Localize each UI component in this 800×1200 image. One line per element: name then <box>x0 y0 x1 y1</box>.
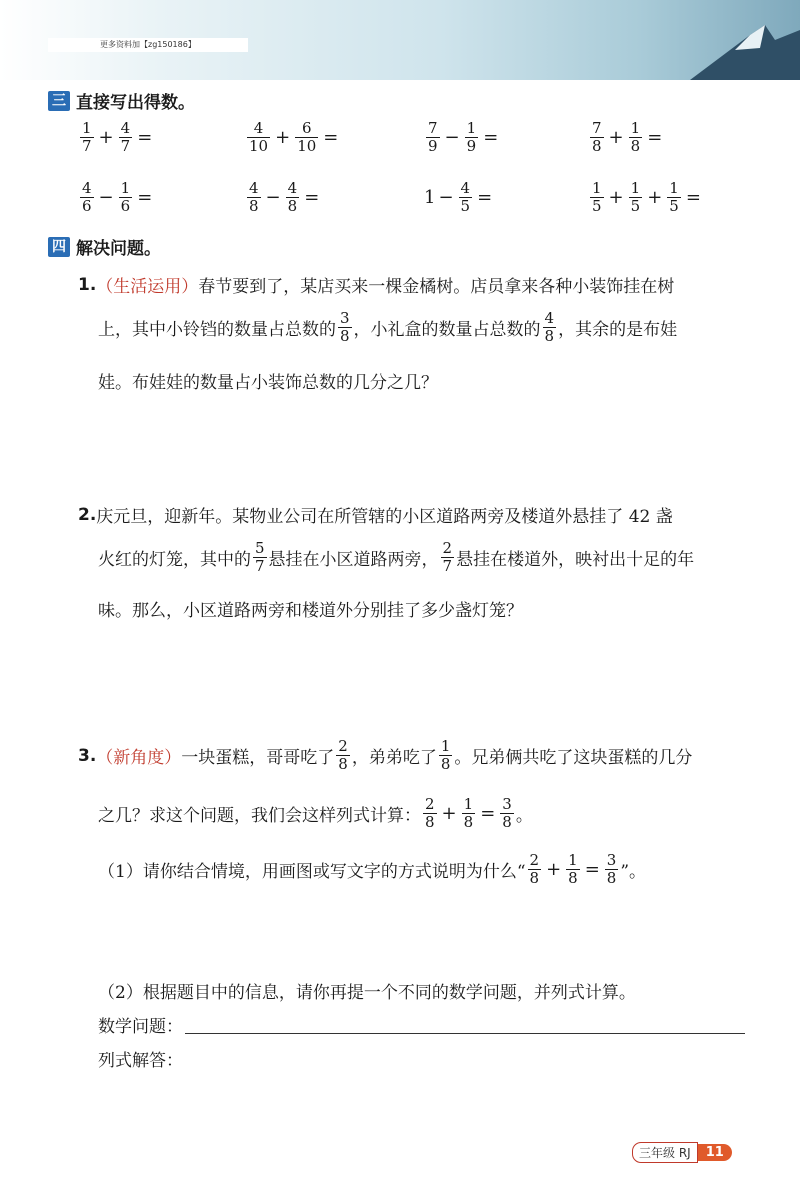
page-number: 11 <box>698 1144 732 1161</box>
math-question-label: 数学问题： <box>98 1017 183 1037</box>
problem-2-line-1: 2. 庆元旦，迎新年。某物业公司在所管辖的小区道路两旁及楼道外悬挂了 42 盏 <box>78 504 673 527</box>
solve-label: 列式解答： <box>98 1051 183 1071</box>
exercise-1: $\frac{1}{7}$ + $\frac{4}{7}$ = <box>82 119 153 155</box>
problem-3-question-2: （2）根据题目中的信息，请你再提一个不同的数学问题，并列式计算。 <box>98 983 636 1003</box>
exercise-2: $\frac{4}{10}$ + $\frac{6}{10}$ = <box>249 119 339 155</box>
problem-2-line-2: 火红的灯笼，其中的 $\frac{5}{7}$ 悬挂在小区道路两旁， $\frac{2}{7}$ 悬挂在楼道外，映衬出十足的年 <box>98 539 695 575</box>
math-question-row <box>98 1012 745 1037</box>
math-question-answer-line[interactable] <box>185 1015 745 1034</box>
exercise-6: $\frac{4}{8}$ − $\frac{4}{8}$ = <box>249 179 320 215</box>
problem-3-line-1: 3. （新角度） 一块蛋糕，哥哥吃了 $\frac{2}{8}$ ，弟弟吃了 $\frac{1}{8}$ 。兄弟俩共吃了这块蛋糕的几分 <box>78 737 693 773</box>
section-3-title: 直接写出得数。 <box>76 93 195 113</box>
problem-3-tag: （新角度） <box>96 748 182 768</box>
problem-2-line-3: 味。那么，小区道路两旁和楼道外分别挂了多少盏灯笼？ <box>98 601 523 621</box>
problem-3-question-1: （1）请你结合情境，用画图或写文字的方式说明为什么“ $\frac{2}{8}$ + $\frac{1}{8}$ = $\frac{3}{8}$ ”。 <box>98 851 647 887</box>
problem-1-line-2: 上，其中小铃铛的数量占总数的 $\frac{3}{8}$ ，小礼盒的数量占总数的 $\frac{4}{8}$ ，其余的是布娃 <box>98 309 678 345</box>
header-banner <box>0 0 800 80</box>
section-4-heading <box>48 234 161 259</box>
exercise-5: $\frac{4}{6}$ − $\frac{1}{6}$ = <box>82 179 153 215</box>
section-4-title: 解决问题。 <box>76 239 161 259</box>
page-footer <box>632 1142 732 1163</box>
exercise-3: $\frac{7}{9}$ − $\frac{1}{9}$ = <box>428 119 499 155</box>
problem-1-line-1: 1. （生活运用） 春节要到了，某店买来一棵金橘树。店员拿来各种小装饰挂在树 <box>78 272 674 297</box>
grade-label: 三年级 RJ <box>632 1142 698 1163</box>
section-3-heading <box>48 88 195 113</box>
section-3-badge: 三 <box>48 91 70 111</box>
section-4-badge: 四 <box>48 237 70 257</box>
solve-row <box>98 1046 183 1071</box>
iceberg-icon <box>690 10 800 80</box>
exercise-7: 1 − $\frac{4}{5}$ = <box>424 179 493 215</box>
exercise-4: $\frac{7}{8}$ + $\frac{1}{8}$ = <box>592 119 663 155</box>
banner-label: 更多资料加【zg150186】 <box>48 38 248 52</box>
exercise-8: $\frac{1}{5}$ + $\frac{1}{5}$ + $\frac{1}{5}$ = <box>592 179 701 215</box>
problem-3-line-2: 之几？求这个问题，我们会这样列式计算： $\frac{2}{8}$ + $\frac{1}{8}$ = $\frac{3}{8}$ 。 <box>98 795 533 831</box>
problem-1-tag: （生活运用） <box>96 277 199 297</box>
problem-1-line-3: 娃。布娃娃的数量占小装饰总数的几分之几？ <box>98 373 438 393</box>
